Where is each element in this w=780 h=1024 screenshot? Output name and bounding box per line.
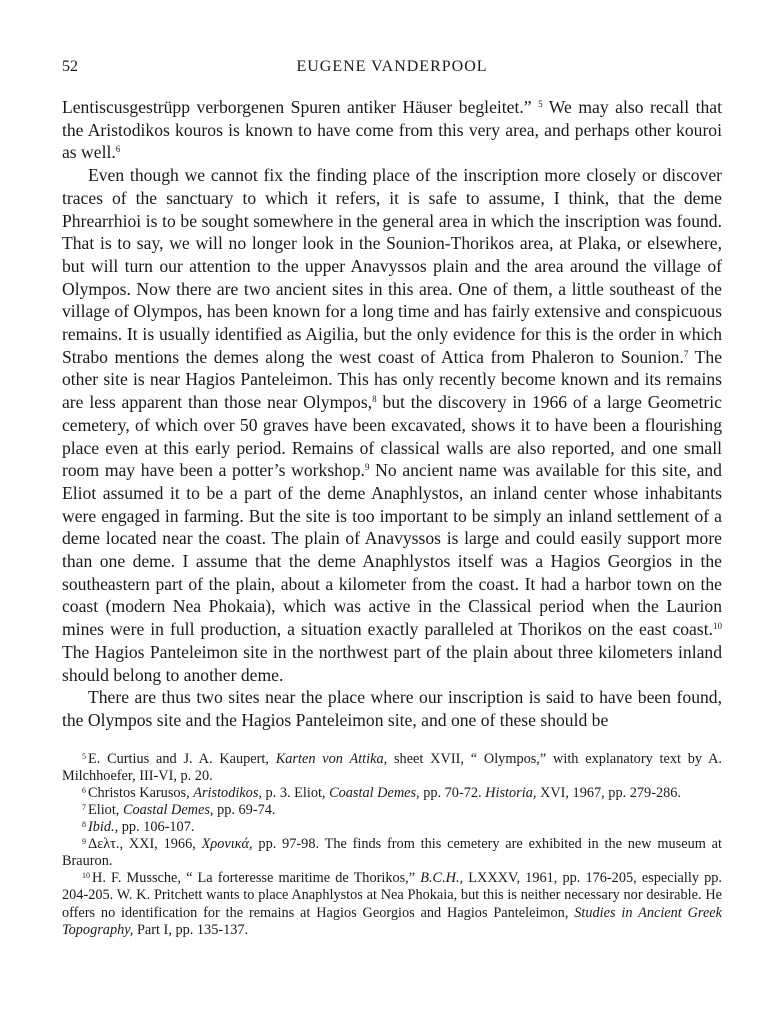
footnote-ref-7: 7 bbox=[683, 348, 689, 359]
footnote-text: pp. 97-98. The finds from this cemetery are exhibited in the new museum at Brauron. bbox=[62, 836, 722, 870]
footnote-text: pp. 106-107. bbox=[118, 819, 195, 836]
footnote-6 bbox=[62, 785, 722, 802]
running-head: EUGENE VANDERPOOL bbox=[296, 58, 488, 75]
footnote-text: Δελτ., XXI, 1966, bbox=[88, 836, 202, 853]
footnote-text: XVI, 1967, pp. 279-286. bbox=[536, 784, 681, 801]
paragraph-2-part-b: The other site is near Hagios Panteleimon. This has only recently become known and its remains are less apparent than those near Olympos, bbox=[62, 346, 722, 413]
paragraph-1 bbox=[62, 96, 722, 164]
paragraph-2 bbox=[62, 164, 722, 686]
paragraph-2-part-d: No ancient name was available for this site, and Eliot assumed it to be a part of the deme Anaphlystos, an inland center whose inhabitants were engaged in farming. But the site is too important to be simply an inland settlement of a deme located near the coast. The plain of Anavyssos is large and could easily support more than one deme. I assume that the deme Anaphlystos itself was a Hagios Georgios in the southeastern part of the plain, about a kilometer from the coast. It had a harbor town on the coast (modern Nea Phokaia), which was active in the Classical period when the Laurion mines were in full production, a situation exactly paralleled at Thorikos on the east coast. bbox=[62, 460, 722, 640]
page-header bbox=[62, 58, 722, 82]
footnote-italic: Studies in Ancient Greek Topography, bbox=[62, 904, 722, 938]
footnote-number: 9 bbox=[82, 837, 86, 847]
footnote-number: 8 bbox=[82, 820, 86, 830]
footnote-italic: Χρονικά, bbox=[201, 836, 253, 853]
footnote-9 bbox=[62, 836, 722, 870]
footnote-8 bbox=[62, 819, 722, 836]
footnote-italic: Karten von Attika, bbox=[275, 750, 388, 767]
paragraph-1-text: Lentiscusgestrüpp verborgenen Spuren antiker Häuser begleitet.” bbox=[62, 97, 539, 117]
page bbox=[62, 58, 722, 939]
footnote-italic: Historia, bbox=[485, 784, 537, 801]
footnote-number: 10 bbox=[82, 871, 90, 881]
footnote-number: 5 bbox=[82, 751, 86, 761]
footnote-number: 6 bbox=[82, 785, 86, 795]
footnote-italic: B.C.H., bbox=[420, 870, 464, 887]
footnote-5 bbox=[62, 751, 722, 785]
paragraph-2-part-c: but the discovery in 1966 of a large Geometric cemetery, of which over 50 graves have been excavated, shows it to have been a flourishing place even at this early period. Remains of classical walls are also reported, and one small room may have been a potter’s workshop. bbox=[62, 392, 722, 481]
footnote-10 bbox=[62, 870, 722, 938]
footnote-italic: Aristodikos, bbox=[193, 784, 262, 801]
paragraph-2-part-e: The Hagios Panteleimon site in the northwest part of the plain about three kilometers inland should belong to another deme. bbox=[62, 641, 722, 685]
footnote-text: pp. 69-74. bbox=[213, 801, 276, 818]
paragraph-1-text-cont: We may also recall that the Aristodikos kouros is known to have come from this very area, and perhaps other kouroi as well. bbox=[62, 97, 722, 163]
footnote-number: 7 bbox=[82, 802, 86, 812]
paragraph-3: There are thus two sites near the place where our inscription is said to have been found, the Olympos site and the Hagios Panteleimon site, and one of these should be bbox=[62, 687, 722, 730]
footnote-text: p. 3. Eliot, bbox=[261, 784, 330, 801]
paragraph-2-part-a: Even though we cannot fix the finding place of the inscription more closely or discover traces of the sanctuary to which it refers, it is safe to assume, I think, that the deme Phrearrhioi is to be sought somewhere in the general area in which the inscription was found. That is to say, we will no longer look in the Sounion-Thorikos area, at Plaka, or elsewhere, but will turn our attention to the upper Anavyssos plain and the area around the village of Olympos. Now there are two ancient sites in this area. One of them, a little southeast of the village of Olympos, has been known for a long time and has fairly extensive and conspicuous remains. It is usually identified as Aigilia, but the only evidence for this is the order in which Strabo mentions the demes along the west coast of Attica from Phaleron to Sounion. bbox=[62, 165, 722, 367]
footnote-ref-5: 5 bbox=[538, 99, 543, 109]
footnotes bbox=[62, 751, 722, 939]
footnote-text: H. F. Mussche, “ La forteresse maritime de Thorikos,” bbox=[92, 870, 421, 887]
body-text bbox=[62, 96, 722, 732]
footnote-ref-8: 8 bbox=[372, 394, 377, 405]
footnote-italic: Coastal Demes, bbox=[122, 801, 214, 818]
footnote-ref-6: 6 bbox=[115, 144, 121, 155]
footnote-ref-9: 9 bbox=[364, 462, 370, 473]
footnote-text: Part I, pp. 135-137. bbox=[133, 921, 249, 938]
footnote-italic: Ibid., bbox=[88, 819, 119, 836]
footnote-text: E. Curtius and J. A. Kaupert, bbox=[88, 750, 276, 767]
footnote-italic: Coastal Demes, bbox=[329, 784, 420, 801]
footnote-text: LXXXV, 1961, pp. 176-205, especially pp. 204-205. W. K. Pritchett wants to place Anaphlystos at Nea Phokaia, but this is neither necessary nor desirable. He offers no identification for the remains at Hagios Georgios and Hagios Panteleimon, bbox=[62, 870, 722, 921]
footnote-text: Christos Karusos, bbox=[88, 784, 194, 801]
footnote-text: Eliot, bbox=[88, 801, 123, 818]
page-number: 52 bbox=[62, 58, 78, 75]
footnote-7 bbox=[62, 802, 722, 819]
footnote-text: pp. 70-72. bbox=[419, 784, 486, 801]
footnote-ref-10: 10 bbox=[713, 621, 722, 632]
footnote-text: sheet XVII, “ Olympos,” with explanatory text by A. Milchhoefer, III-VI, p. 20. bbox=[62, 750, 722, 784]
